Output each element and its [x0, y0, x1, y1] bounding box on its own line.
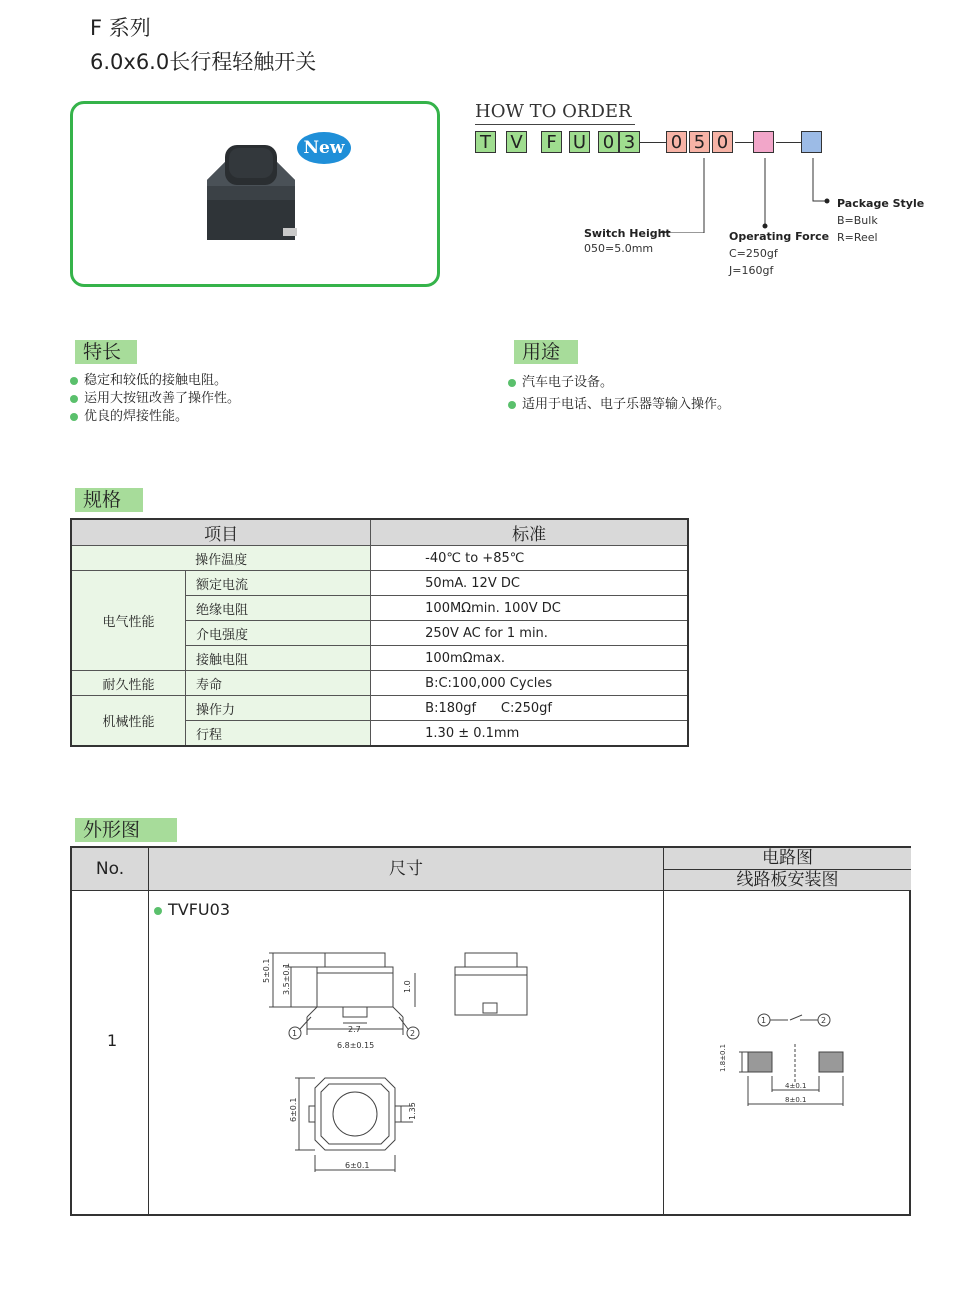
dim-6-horizontal: 6±0.1	[345, 1161, 370, 1170]
usage-item: 适用于电话、电子乐器等输入操作。	[508, 393, 730, 412]
spec-label: 额定电流	[185, 571, 370, 596]
code-dash	[776, 142, 801, 143]
outline-col-pcb: 线路板安装图	[664, 870, 911, 890]
outline-col-size: 尺寸	[149, 848, 663, 890]
code-char: U	[569, 131, 590, 153]
spec-value: 100MΩmin. 100V DC	[371, 596, 688, 621]
circuit-diagram	[750, 1010, 840, 1032]
pcb-layout-diagram	[715, 1040, 855, 1110]
product-image	[195, 140, 305, 260]
package-style-title: Package Style	[837, 197, 925, 210]
code-char: 0	[712, 131, 733, 153]
package-option-box	[801, 131, 822, 153]
dim-5: 5±0.1	[262, 958, 271, 983]
spec-value: B:180gf C:250gf	[371, 696, 688, 721]
outline-heading: 外形图	[75, 818, 177, 842]
spec-heading: 规格	[75, 488, 143, 512]
outline-col-circuit: 电路图	[664, 848, 911, 869]
dim-6-vertical: 6±0.1	[289, 1097, 298, 1122]
divider	[663, 848, 664, 1214]
spec-label: 接触电阻	[185, 646, 370, 671]
spec-header-row	[71, 519, 688, 546]
table-row	[71, 571, 688, 596]
new-badge: New	[297, 132, 351, 164]
table-row	[71, 696, 688, 721]
table-row	[71, 546, 688, 571]
spec-col-item: 项目	[71, 519, 371, 546]
code-char: T	[475, 131, 496, 153]
spec-value: 1.30 ± 0.1mm	[371, 721, 688, 747]
operating-force-line: J=160gf	[729, 264, 774, 277]
outline-model: TVFU03	[154, 900, 230, 919]
spec-group: 机械性能	[71, 696, 185, 747]
divider	[664, 869, 909, 870]
dim-4: 4±0.1	[785, 1082, 807, 1090]
spec-value: 250V AC for 1 min.	[371, 621, 688, 646]
circuit-pin-2: 2	[821, 1016, 827, 1025]
spec-group: 耐久性能	[71, 671, 185, 696]
code-char: 0	[666, 131, 687, 153]
usage-heading: 用途	[514, 340, 578, 364]
series-title: F 系列	[90, 16, 151, 40]
code-char: V	[506, 131, 527, 153]
feature-item: 优良的焊接性能。	[70, 405, 188, 424]
code-dash	[640, 142, 666, 143]
usage-item: 汽车电子设备。	[508, 371, 613, 390]
code-dash	[735, 142, 753, 143]
dim-2-7: 2.7	[348, 1025, 361, 1034]
top-view-drawing	[285, 1070, 425, 1180]
side-view-drawing	[255, 945, 545, 1060]
dim-1-35: 1.35	[408, 1102, 417, 1120]
divider	[148, 848, 149, 1214]
feature-item: 稳定和较低的接触电阻。	[70, 369, 227, 388]
dim-8: 8±0.1	[785, 1096, 807, 1104]
circuit-pin-1: 1	[761, 1016, 767, 1025]
dim-1-0: 1.0	[403, 980, 412, 993]
code-char: 0	[598, 131, 619, 153]
product-title: 6.0x6.0长行程轻触开关	[90, 50, 317, 74]
features-heading: 特长	[75, 340, 137, 364]
pin-1-label: 1	[292, 1029, 298, 1038]
spec-group: 电气性能	[71, 571, 185, 671]
spec-value: B:C:100,000 Cycles	[371, 671, 688, 696]
feature-item: 运用大按钮改善了操作性。	[70, 387, 240, 406]
outline-row-no: 1	[107, 1031, 118, 1050]
how-to-order-title: HOW TO ORDER	[475, 101, 632, 122]
code-char: 3	[619, 131, 640, 153]
code-char: F	[541, 131, 562, 153]
spec-label: 绝缘电阻	[185, 596, 370, 621]
table-row	[71, 671, 688, 696]
switch-height-title: Switch Height	[584, 227, 671, 240]
spec-label: 操作力	[185, 696, 370, 721]
package-style-line: B=Bulk	[837, 214, 878, 227]
code-char: 5	[689, 131, 710, 153]
divider	[72, 890, 909, 891]
spec-value: 100mΩmax.	[371, 646, 688, 671]
force-option-box	[753, 131, 774, 153]
operating-force-title: Operating Force	[729, 230, 830, 243]
spec-label: 寿命	[185, 671, 370, 696]
spec-value: -40℃ to +85℃	[371, 546, 688, 571]
spec-value: 50mA. 12V DC	[371, 571, 688, 596]
spec-col-standard: 标准	[371, 519, 688, 546]
dim-3-5: 3.5±0.1	[282, 962, 291, 995]
operating-force-line: C=250gf	[729, 247, 778, 260]
spec-table	[70, 518, 689, 747]
switch-height-line: 050=5.0mm	[584, 242, 654, 255]
order-leader-lines	[655, 153, 835, 233]
outline-col-no: No.	[72, 848, 148, 890]
dim-1-8: 1.8±0.1	[719, 1043, 727, 1072]
pin-2-label: 2	[410, 1029, 416, 1038]
spec-label: 操作温度	[71, 546, 371, 571]
spec-label: 行程	[185, 721, 370, 747]
how-to-order-underline	[475, 124, 635, 125]
package-style-line: R=Reel	[837, 231, 878, 244]
spec-label: 介电强度	[185, 621, 370, 646]
dim-6-8: 6.8±0.15	[337, 1041, 375, 1050]
